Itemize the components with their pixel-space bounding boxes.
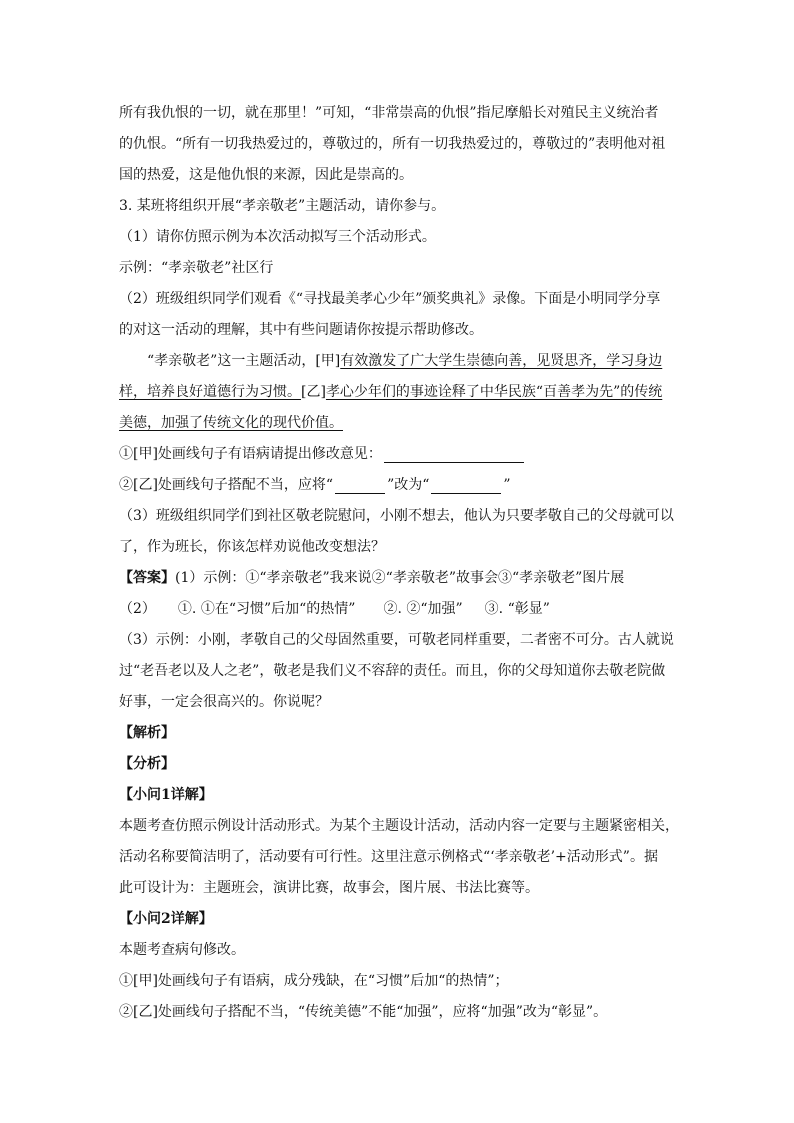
fill-line	[119, 439, 679, 470]
fill-line	[119, 470, 679, 501]
prompt-text: ①[甲]处画线句子有语病请提出修改意见：	[119, 446, 382, 462]
prompt-text: ”改为“	[387, 477, 430, 493]
answer-text: ①. ①在“习惯”后加“的热情”	[177, 601, 356, 617]
text-line: （3）示例：小刚，孝敬自己的父母固然重要，可敬老同样重要，二者密不可分。古人就说	[119, 632, 674, 648]
text-line: 的仇恨。“所有一切我热爱过的，尊敬过的，所有一切我热爱过的，尊敬过的”表明他对祖	[119, 136, 666, 152]
answer-blank[interactable]	[431, 477, 501, 494]
text-line: 此可设计为：主题班会，演讲比赛，故事会，图片展、书法比赛等。	[119, 880, 539, 896]
underlined-sentence-yi: 孝心少年们的事迹诠释了中华民族“百善孝为先”的传统	[325, 384, 663, 400]
underlined-sentence-jia: 有效激发了广大学生崇德向善，见贤思齐，学习身边	[340, 353, 663, 369]
underlined-sentence-yi-end: 美德，加强了传统文化的现代价值。	[119, 415, 343, 431]
underlined-sentence-jia-end: 样，培养良好道德行为习惯。	[119, 384, 301, 400]
prompt-text: ”	[503, 477, 511, 493]
text-line: 活动名称要简洁明了，活动要有可行性。这里注意示例格式“‘孝亲敬老’+活动形式”。据	[119, 849, 658, 865]
answer-text: （2）	[119, 601, 156, 617]
passage-line	[119, 346, 679, 377]
passage-line	[119, 408, 679, 439]
passage-marker: [乙]	[301, 384, 326, 400]
text-line: （3）班级组织同学们到社区敬老院慰问，小刚不想去，他认为只要孝敬自己的父母就可以	[119, 508, 674, 524]
answer-blank[interactable]	[384, 446, 524, 463]
text-line: ①[甲]处画线句子有语病，成分残缺，在“习惯”后加“的热情”；	[119, 973, 509, 989]
section-heading: 【分析】	[119, 756, 175, 772]
text-line: （2）班级组织同学们观看《“寻找最美孝心少年”颁奖典礼》录像。下面是小明同学分享	[119, 291, 661, 307]
text-line: 示例：“孝亲敬老”社区行	[119, 260, 274, 276]
text-line: 好事，一定会很高兴的。你说呢？	[119, 694, 329, 710]
text-line: （1）请你仿照示例为本次活动拟写三个活动形式。	[119, 229, 436, 245]
section-heading: 【解析】	[119, 725, 175, 741]
answer-line	[119, 594, 679, 625]
passage-line	[119, 377, 679, 408]
answer-text: (1）示例：①“孝亲敬老”我来说②“孝亲敬老”故事会③“孝亲敬老”图片展	[175, 570, 625, 586]
section-heading: 【小问1详解】	[119, 787, 213, 803]
text-line: 了，作为班长，你该怎样劝说他改变想法？	[119, 539, 385, 555]
answer-heading: 【答案】	[119, 570, 175, 586]
text-line: 本题考查仿照示例设计活动形式。为某个主题设计活动，活动内容一定要与主题紧密相关，	[119, 818, 679, 834]
text-line: 的对这一活动的理解，其中有些问题请你按提示帮助修改。	[119, 322, 483, 338]
answer-text: ③. “彰显”	[484, 601, 550, 617]
answer-blank[interactable]	[335, 477, 385, 494]
text-line: ②[乙]处画线句子搭配不当，“传统美德”不能“加强”，应将“加强”改为“彰显”。	[119, 1004, 608, 1020]
question-title: 3. 某班将组织开展“孝亲敬老”主题活动，请你参与。	[119, 198, 446, 214]
prompt-text: ②[乙]处画线句子搭配不当，应将“	[119, 477, 334, 493]
section-heading: 【小问2详解】	[119, 911, 213, 927]
text-line: 所有我仇恨的一切，就在那里！”可知，“非常崇高的仇恨”指尼摩船长对殖民主义统治者	[119, 105, 659, 121]
text-line: 国的热爱，这是他仇恨的来源，因此是崇高的。	[119, 167, 413, 183]
text-line: 过“老吾老以及人之老”，敬老是我们义不容辞的责任。而且，你的父母知道你去敬老院做	[119, 663, 666, 679]
text-line: 本题考查病句修改。	[119, 942, 245, 958]
document-page	[119, 98, 679, 1028]
answer-text: ②. ②“加强”	[383, 601, 463, 617]
answer-line	[119, 563, 679, 594]
passage-text: “孝亲敬老”这一主题活动，[甲]	[147, 353, 341, 369]
